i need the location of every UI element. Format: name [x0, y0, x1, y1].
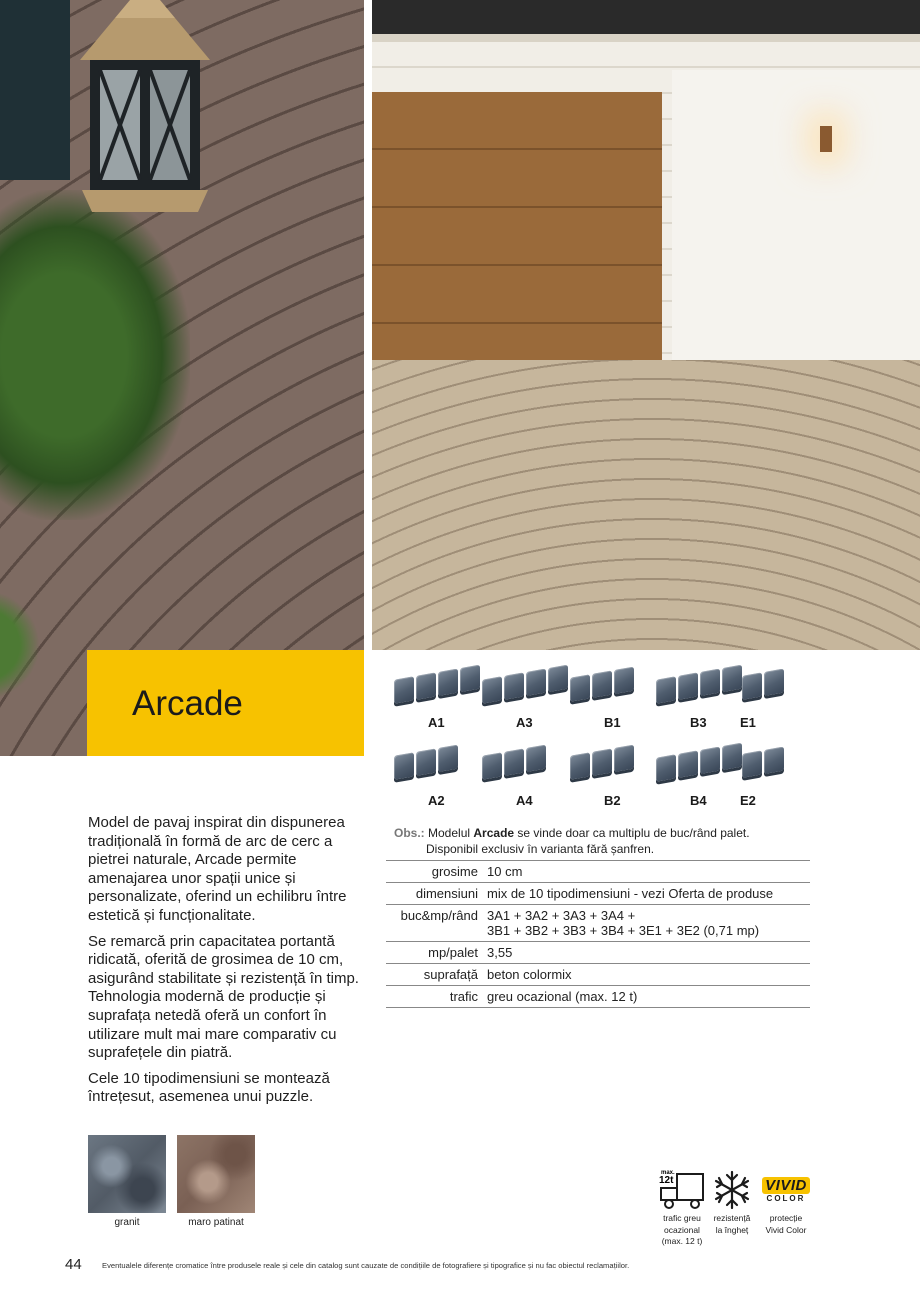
- paver-type-label: E1: [740, 715, 756, 730]
- paver-stone: [416, 748, 436, 776]
- paver-stones-image: [570, 666, 636, 702]
- description-paragraph: Cele 10 tipodimensiuni se montează întrețesut, asemenea unui puzzle.: [88, 1069, 330, 1106]
- disclaimer-text: Eventualele diferențe cromatice între produsele reale și cele din catalog sunt cauzate de condițiile de fotografiere și tipografice și nu fac obiectul reclamațiilor.: [102, 1261, 630, 1270]
- spec-key: mp/palet: [428, 945, 478, 960]
- vivid-color-logo-sub: COLOR: [766, 1194, 806, 1203]
- paver-type-b3: [648, 656, 734, 732]
- paver-stone: [504, 748, 524, 776]
- spec-row: [386, 905, 810, 942]
- paver-stones-image: [742, 746, 786, 778]
- wall-lamp: [820, 126, 832, 152]
- plant-foliage-small: [0, 590, 40, 700]
- title-box: [87, 650, 364, 756]
- paver-type-e1: [738, 656, 824, 732]
- spec-key: trafic: [449, 989, 478, 1004]
- paver-stone: [678, 750, 698, 778]
- spec-key: dimensiuni: [415, 886, 478, 901]
- feature-heavy-traffic: [654, 1168, 710, 1247]
- paver-type-label: A1: [428, 715, 445, 730]
- obs-text-post: se vinde doar ca multiplu de buc/rând palet.: [517, 826, 750, 840]
- paver-type-b1: [562, 656, 648, 732]
- feature-caption: rezistență: [713, 1213, 751, 1223]
- feature-caption: ocazional: [664, 1224, 700, 1235]
- paver-type-label: B2: [604, 793, 621, 808]
- paver-stones-image: [742, 668, 786, 700]
- paver-stone: [592, 748, 612, 776]
- specs-table: [386, 860, 810, 1008]
- paver-stone: [700, 746, 720, 774]
- vivid-color-logo: VIVID: [762, 1177, 810, 1194]
- roof-eave: [372, 0, 920, 36]
- feature-caption: (max. 12 t): [661, 1236, 703, 1246]
- paver-stone: [742, 672, 762, 700]
- feature-caption: trafic greu: [663, 1213, 701, 1223]
- paver-stones-image: [394, 744, 460, 780]
- obs-product: Arcade: [473, 826, 515, 840]
- paver-stone: [614, 745, 634, 773]
- spec-value: 3,55: [487, 945, 513, 960]
- paver-type-label: B3: [690, 715, 707, 730]
- wall-plaster: [672, 70, 920, 370]
- spec-value-line: 3A1 + 3A2 + 3A3 + 3A4 +: [487, 908, 636, 923]
- paving-photo-left: [0, 0, 364, 756]
- spec-value: mix de 10 tipodimensiuni - vezi Oferta de produse: [487, 886, 774, 901]
- paver-stone: [526, 668, 546, 696]
- paver-stone: [764, 668, 784, 696]
- spec-value: beton colormix: [487, 967, 572, 982]
- paver-stone: [570, 752, 590, 780]
- paver-stones-image: [570, 744, 636, 780]
- paver-stone: [614, 667, 634, 695]
- snowflake-icon: [712, 1170, 752, 1210]
- spec-value: [487, 908, 810, 938]
- obs-label: Obs.:: [394, 826, 425, 840]
- badge-top: max.: [661, 1170, 675, 1176]
- paver-stones-image: [656, 742, 744, 782]
- spec-row: [386, 986, 810, 1008]
- feature-frost-resistance: [704, 1168, 760, 1235]
- paver-stone: [678, 672, 698, 700]
- paver-type-a1: [386, 656, 472, 732]
- paver-stones-image: [482, 664, 570, 704]
- paver-type-label: A4: [516, 793, 533, 808]
- product-description: [88, 814, 360, 1114]
- garage-door: [372, 92, 662, 392]
- paver-stone: [416, 672, 436, 700]
- spec-row: [386, 861, 810, 883]
- paver-type-a4: [474, 734, 560, 810]
- paver-stone: [742, 750, 762, 778]
- paver-stone: [394, 752, 414, 780]
- badge-weight: 12t: [659, 1175, 674, 1186]
- page-number: 44: [65, 1256, 82, 1273]
- paver-type-a3: [474, 656, 560, 732]
- obs-text-pre: Modelul: [428, 826, 471, 840]
- color-label: maro patinat: [188, 1217, 244, 1228]
- spec-row: [386, 883, 810, 905]
- paver-stone: [656, 754, 676, 782]
- obs-line-2: Disponibil exclusiv în varianta fără șanfren.: [426, 841, 655, 856]
- paver-type-b4: [648, 734, 734, 810]
- truck-icon: [657, 1168, 707, 1212]
- paver-type-label: E2: [740, 793, 756, 808]
- paver-stones-image: [394, 664, 482, 704]
- paver-stone: [656, 676, 676, 704]
- color-label: granit: [114, 1217, 140, 1228]
- paved-driveway: [372, 360, 920, 650]
- spec-key: buc&mp/rând: [400, 908, 478, 923]
- feature-vivid-color: [758, 1168, 814, 1235]
- paver-stone: [570, 674, 590, 702]
- feature-caption: protecție: [769, 1213, 803, 1223]
- paver-type-label: B4: [690, 793, 707, 808]
- paver-stone: [592, 670, 612, 698]
- paver-stone: [482, 752, 502, 780]
- product-title: Arcade: [132, 684, 243, 723]
- paver-stones-image: [482, 744, 548, 780]
- color-swatch-maro-patinat: [177, 1135, 255, 1213]
- garage-driveway-photo: [372, 0, 920, 650]
- paver-type-label: A2: [428, 793, 445, 808]
- paver-type-label: B1: [604, 715, 621, 730]
- spec-value-line: 3B1 + 3B2 + 3B3 + 3B4 + 3E1 + 3E2 (0,71 mp): [487, 923, 760, 938]
- spec-row: [386, 942, 810, 964]
- paver-stone: [764, 746, 784, 774]
- paver-type-a2: [386, 734, 472, 810]
- paver-types-grid: [386, 656, 810, 816]
- lantern-illustration: [60, 0, 230, 220]
- paver-stones-image: [656, 664, 744, 704]
- paver-stone: [438, 745, 458, 773]
- spec-value: greu ocazional (max. 12 t): [487, 989, 638, 1004]
- paver-stone: [526, 745, 546, 773]
- description-paragraph: Model de pavaj inspirat din dispunerea tradițională în formă de arc de cerc a pietrei naturale, Arcade permite amenajarea unor spații unice și personalizate, oferind un echilibru între estetică și funcționalitate.: [88, 814, 347, 924]
- color-swatch-granit: [88, 1135, 166, 1213]
- spec-row: [386, 964, 810, 986]
- spec-value: 10 cm: [487, 864, 523, 879]
- spec-key: grosime: [431, 864, 478, 879]
- paver-type-e2: [738, 734, 824, 810]
- paver-stone: [482, 676, 502, 704]
- paver-stone: [438, 668, 458, 696]
- paver-stone: [504, 672, 524, 700]
- description-paragraph: Se remarcă prin capacitatea portantă ridicată, oferită de grosimea de 10 cm, asigurând stabilitate și rezistență în timp. Tehnologia modernă de producție și suprafața netedă oferă un confort în utilizare mult mai mare comparativ cu suprafețele din piatră.: [88, 932, 359, 1062]
- plant-foliage: [0, 190, 190, 520]
- paver-type-label: A3: [516, 715, 533, 730]
- paver-type-b2: [562, 734, 648, 810]
- paver-stone: [394, 676, 414, 704]
- spec-key: suprafață: [423, 967, 478, 982]
- feature-caption: la îngheț: [715, 1224, 749, 1235]
- observation-note: [394, 826, 814, 857]
- feature-caption: Vivid Color: [765, 1224, 807, 1235]
- paver-stone: [700, 668, 720, 696]
